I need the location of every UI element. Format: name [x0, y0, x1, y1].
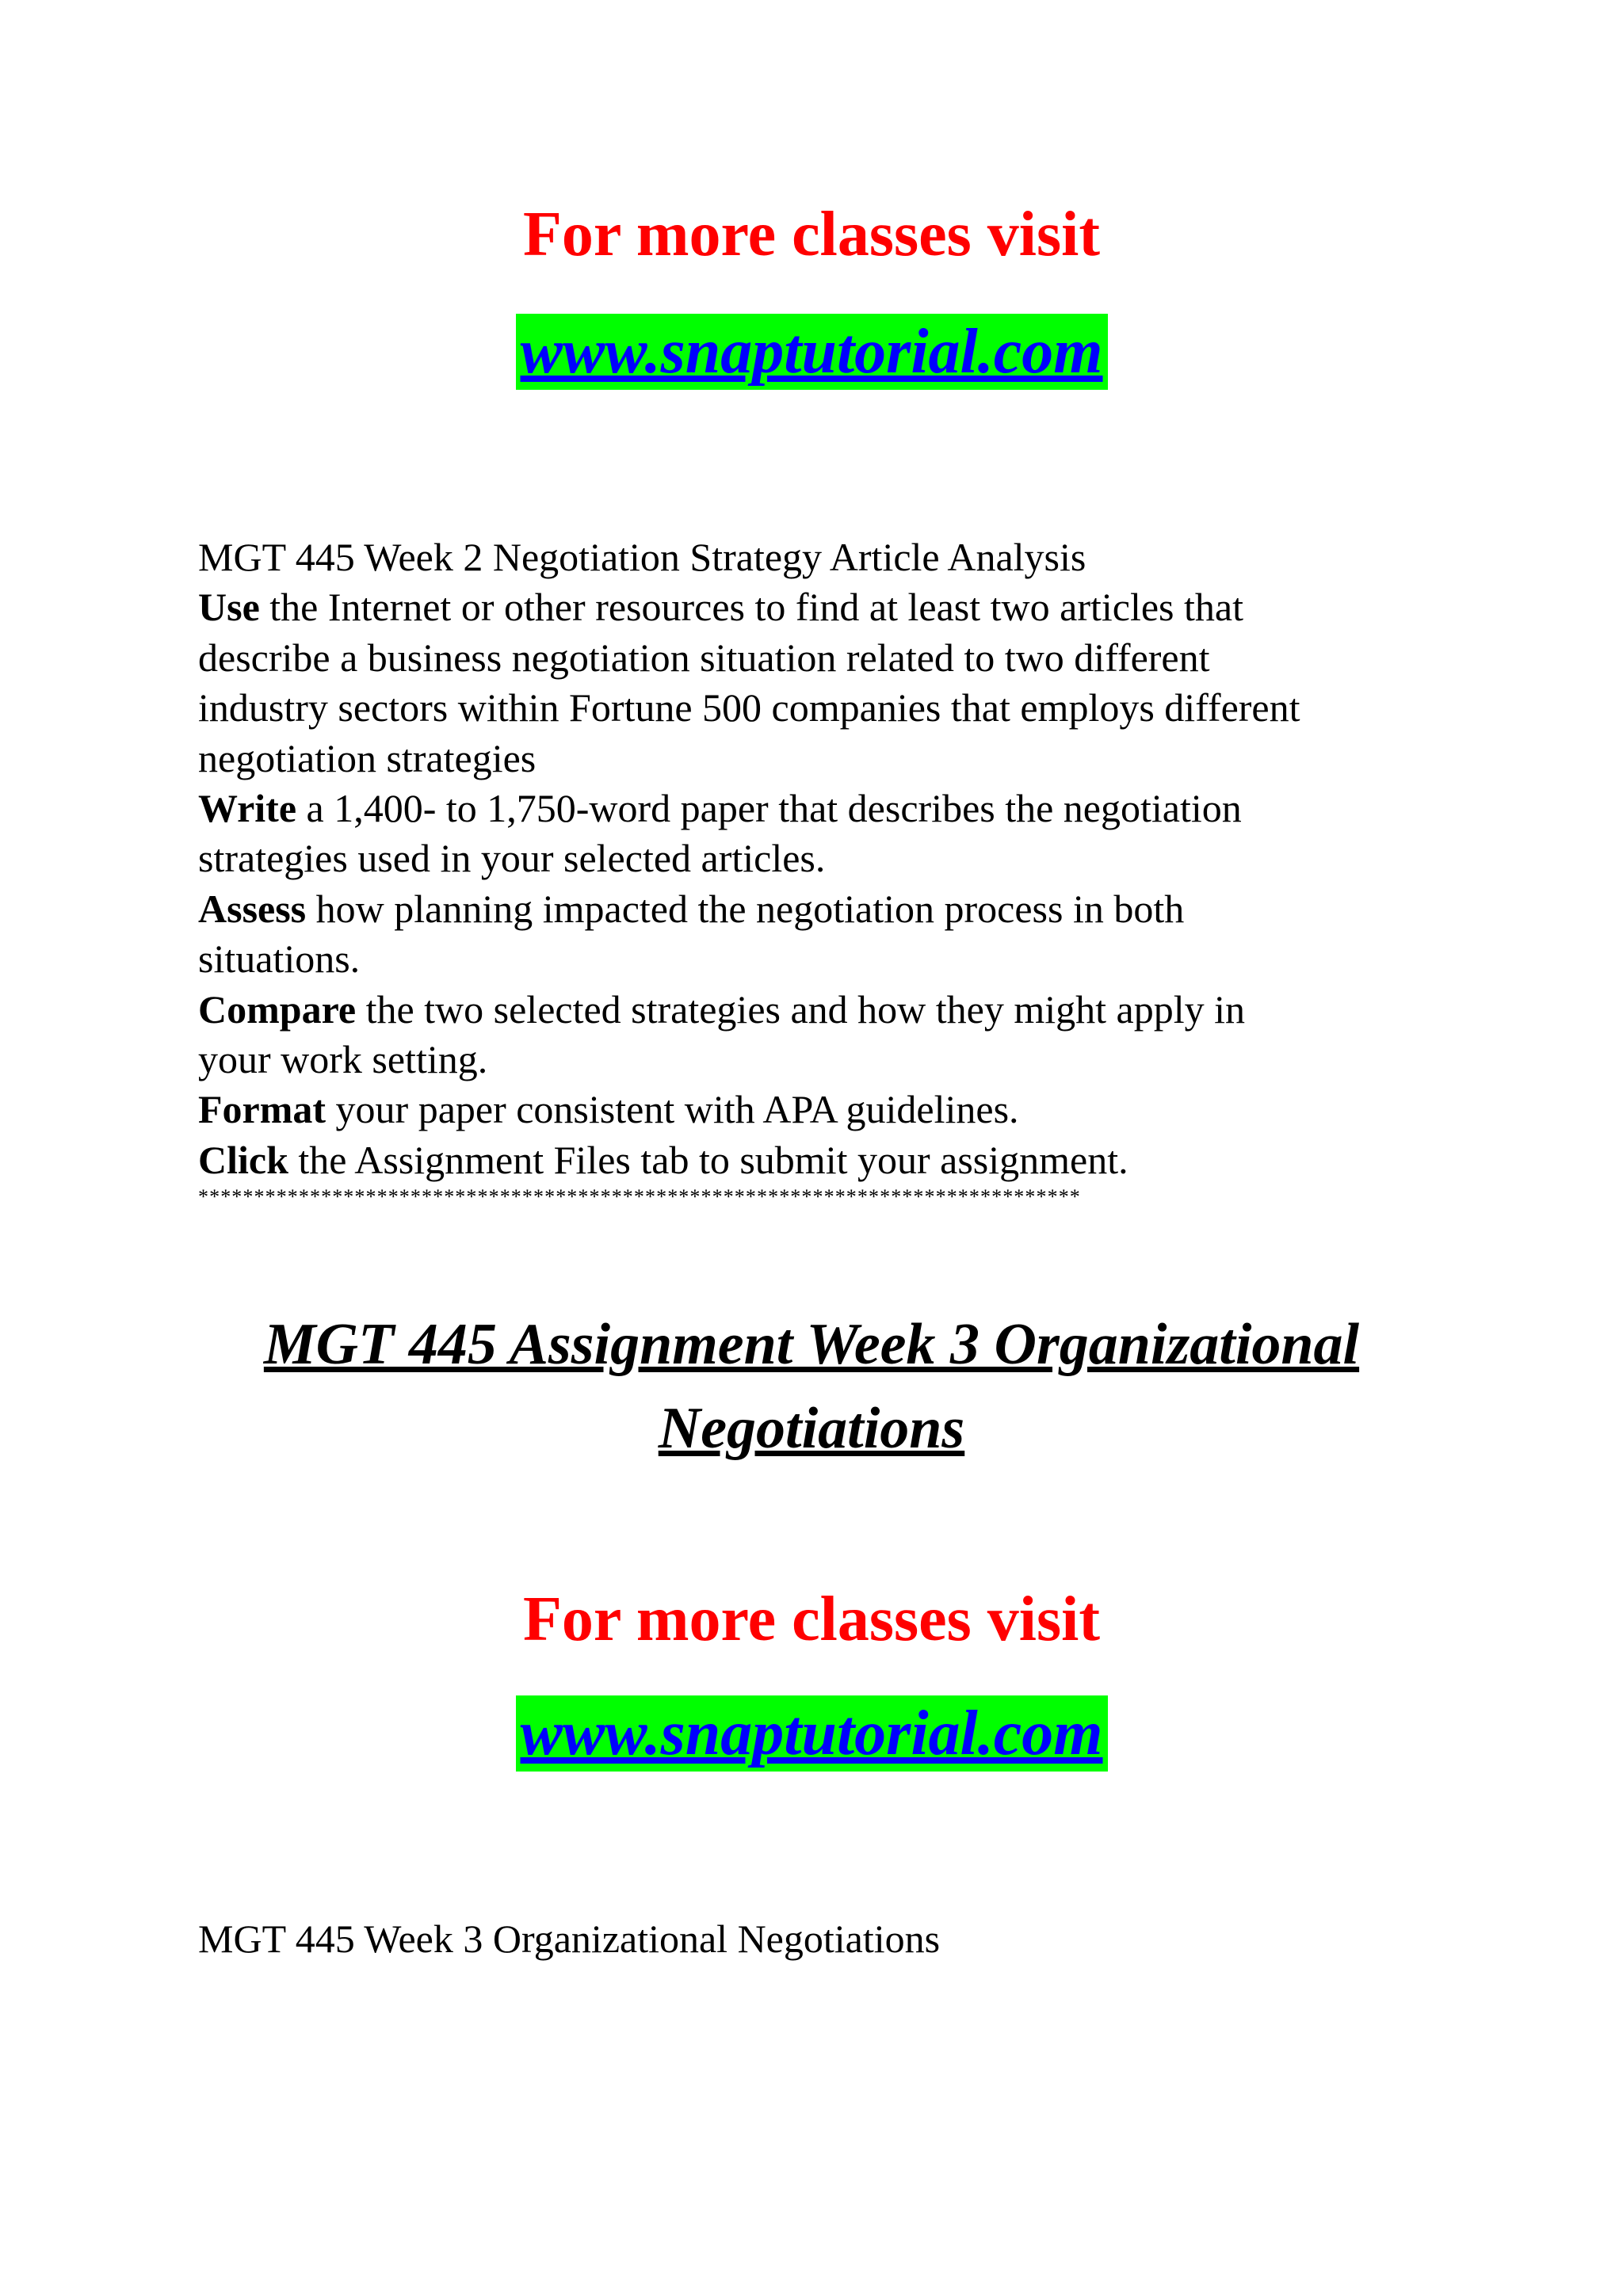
promo-link-container — [0, 1695, 1623, 1772]
week2-section — [198, 532, 1434, 1185]
week2-title: MGT 445 Week 2 Negotiation Strategy Article Analysis — [198, 535, 1086, 579]
instruction-line — [198, 582, 1434, 632]
instruction-text: strategies used in your selected articles. — [198, 836, 826, 881]
instruction-text: negotiation strategies — [198, 735, 537, 780]
instruction-line — [198, 633, 1434, 683]
promo-heading: For more classes visit — [522, 1585, 1100, 1654]
assignment-heading-line2[interactable]: Negotiations — [658, 1396, 965, 1461]
assignment-heading-line1[interactable]: MGT 445 Assignment Week 3 Organizational — [263, 1312, 1360, 1377]
instruction-text: your paper consistent with APA guidelines. — [326, 1087, 1019, 1132]
instruction-verb: Compare — [198, 986, 357, 1032]
instruction-text: the two selected strategies and how they might apply in — [356, 986, 1246, 1032]
instruction-text: the Internet or other resources to find at least two articles that — [259, 585, 1243, 630]
instruction-line — [198, 1035, 1434, 1085]
instruction-text: your work setting. — [198, 1037, 488, 1082]
instruction-line — [198, 985, 1434, 1035]
instruction-verb: Assess — [198, 886, 307, 931]
instruction-text: industry sectors within Fortune 500 companies that employs different — [198, 685, 1300, 730]
instruction-line — [198, 884, 1434, 934]
instruction-verb: Format — [198, 1087, 327, 1132]
instruction-line — [198, 1085, 1434, 1135]
separator-stars: ******************************************************************************* — [198, 1185, 1081, 1208]
instruction-text: how planning impacted the negotiation process in both — [306, 886, 1185, 931]
instruction-line — [198, 833, 1434, 883]
instruction-line — [198, 1135, 1434, 1185]
week3-title: MGT 445 Week 3 Organizational Negotiations — [198, 1917, 941, 1961]
promo-link-container — [0, 314, 1623, 390]
instruction-verb: Write — [198, 786, 297, 831]
instruction-verb: Use — [198, 585, 260, 630]
instruction-text: the Assignment Files tab to submit your assignment. — [288, 1137, 1128, 1182]
instruction-line — [198, 934, 1434, 984]
instruction-line — [198, 734, 1434, 784]
snaptutorial-link[interactable]: www.snaptutorial.com — [516, 314, 1108, 390]
instruction-text: a 1,400- to 1,750-word paper that describes the negotiation — [296, 786, 1242, 831]
promo-heading: For more classes visit — [522, 200, 1100, 269]
instruction-line — [198, 784, 1434, 833]
instruction-line — [198, 683, 1434, 733]
snaptutorial-link[interactable]: www.snaptutorial.com — [516, 1695, 1108, 1772]
instruction-text: situations. — [198, 936, 361, 982]
instruction-text: describe a business negotiation situation related to two different — [198, 635, 1210, 680]
instruction-verb: Click — [198, 1137, 288, 1182]
